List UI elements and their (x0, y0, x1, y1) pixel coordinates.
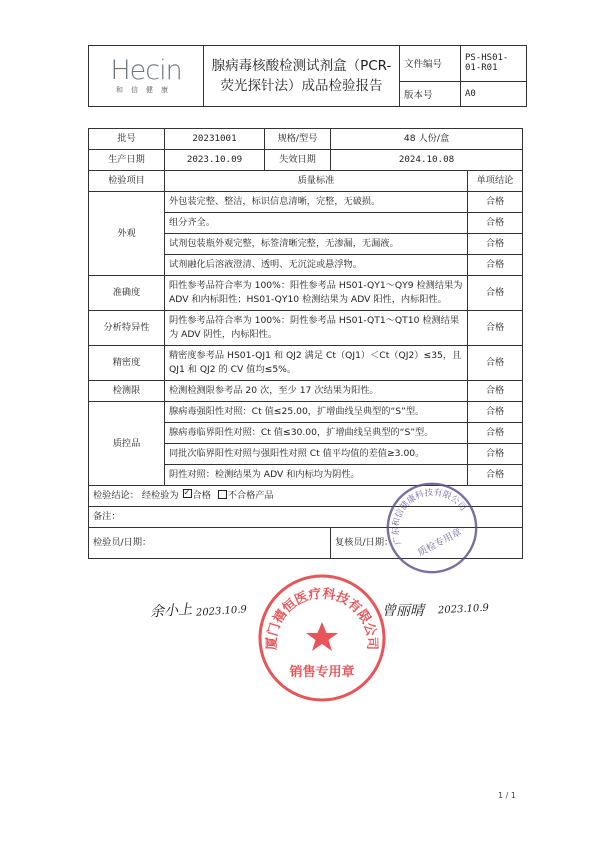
standard-cell: 阴性参考品符合率为 100%：阴性参考品 HS01-QT1～QT10 检测结果为 ADV 阴性，内标阳性。 (165, 311, 468, 346)
standard-cell: 组分齐全。 (165, 213, 468, 234)
standard-cell: 阴性对照：检测结果为 ADV 和内标均为阴性。 (165, 465, 468, 486)
exp-date-label: 失效日期 (265, 150, 331, 171)
category-cell: 准确度 (89, 276, 165, 311)
sales-stamp-company: 厦门禧恒医疗科技有限公司 (264, 586, 380, 651)
report-title: 腺病毒核酸检测试剂盒（PCR-荧光探针法）成品检验报告 (204, 46, 400, 107)
category-cell: 质控品 (89, 402, 165, 486)
quality-stamp-company: 广东和信健康科技有限公司 (391, 487, 468, 546)
batch-value: 20231001 (165, 129, 265, 150)
sales-stamp-label: 销售专用章 (289, 665, 355, 680)
result-cell: 合格 (468, 234, 523, 255)
result-cell: 合格 (468, 444, 523, 465)
result-cell: 合格 (468, 311, 523, 346)
standard-cell: 外包装完整、整洁，标识信息清晰，完整，无破损。 (165, 192, 468, 213)
standard-cell: 腺病毒临界阳性对照：Ct 值≤30.00，扩增曲线呈典型的“S”型。 (165, 423, 468, 444)
prod-date-value: 2023.10.09 (165, 150, 265, 171)
standard-cell: 腺病毒强阳性对照：Ct 值≤25.00，扩增曲线呈典型的“S”型。 (165, 402, 468, 423)
standard-cell: 阳性参考品符合率为 100%：阳性参考品 HS01-QY1～QY9 检测结果为 ADV 和内标阳性；HS01-QY10 检测结果为 ADV 阳性，内标阳性。 (165, 276, 468, 311)
svg-text:厦门禧恒医疗科技有限公司 (264, 586, 380, 650)
sales-seal-stamp (256, 572, 388, 704)
inspector-date: 2023.10.9 (195, 604, 248, 619)
table-row (89, 381, 523, 402)
info-row (89, 150, 523, 171)
standard-cell: 试剂融化后溶液澄清、透明、无沉淀或悬浮物。 (165, 255, 468, 276)
reviewer-date: 2023.10.9 (437, 602, 490, 617)
prod-date-label: 生产日期 (89, 150, 165, 171)
result-cell: 合格 (468, 192, 523, 213)
fail-checkbox[interactable] (218, 490, 227, 499)
reviewer-cell (331, 528, 523, 559)
standard-cell: 试剂包装瓶外观完整，标签清晰完整，无渗漏，无漏液。 (165, 234, 468, 255)
table-row (89, 346, 523, 381)
col-standard: 质量标准 (165, 171, 468, 192)
inspector-label: 检验员/日期： (93, 537, 152, 548)
page-number: 1 / 1 (498, 791, 516, 800)
standard-cell: 同批次临界阳性对照与强阳性对照 Ct 值平均值的差值≥3.00。 (165, 444, 468, 465)
conclusion-prefix: 经检验为 (141, 490, 179, 501)
col-item: 检验项目 (89, 171, 165, 192)
col-result: 单项结论 (468, 171, 523, 192)
conclusion-row (89, 486, 523, 507)
table-row (89, 276, 523, 311)
conclusion-cell (89, 486, 523, 507)
result-cell: 合格 (468, 465, 523, 486)
report-header (88, 45, 527, 107)
result-cell: 合格 (468, 276, 523, 311)
column-header-row (89, 171, 523, 192)
result-cell: 合格 (468, 255, 523, 276)
result-cell: 合格 (468, 423, 523, 444)
pass-option-label: 合格 (192, 490, 211, 501)
signoff-row (89, 528, 523, 559)
inspection-table (88, 128, 523, 559)
doc-no-label: 文件编号 (400, 46, 461, 82)
info-row (89, 129, 523, 150)
standard-cell: 精密度参考品 HS01-QJ1 和 QJ2 满足 Ct（QJ1）＜Ct（QJ2）≤35，且 QJ1 和 QJ2 的 CV 值均≤5%。 (165, 346, 468, 381)
star-icon (306, 622, 338, 651)
category-cell: 分析特异性 (89, 311, 165, 346)
result-cell: 合格 (468, 346, 523, 381)
company-logo (89, 46, 204, 107)
logo-subtitle: 和信健康 (116, 85, 176, 94)
standard-cell: 检测检测限参考品 20 次，至少 17 次结果为阳性。 (165, 381, 468, 402)
spec-label: 规格/型号 (265, 129, 331, 150)
inspector-cell (89, 528, 331, 559)
version-label: 版本号 (400, 81, 461, 106)
quality-stamp-label: 质检专用章 (416, 526, 464, 559)
reviewer-signature: 曾丽晴 (382, 603, 424, 619)
exp-date-value: 2024.10.08 (331, 150, 523, 171)
fail-option-label: 不合格产品 (227, 490, 274, 501)
pass-checkbox[interactable] (183, 489, 192, 498)
logo-wordmark: Hecin (110, 54, 182, 86)
version-value: A0 (461, 81, 527, 106)
result-cell: 合格 (468, 213, 523, 234)
conclusion-label: 检验结论： (93, 490, 139, 501)
reviewer-label: 复核员/日期： (335, 537, 394, 548)
batch-label: 批号 (89, 129, 165, 150)
table-row (89, 402, 523, 423)
category-cell: 外观 (89, 192, 165, 276)
inspector-signature: 余小上 (149, 601, 193, 621)
remark-cell: 备注： (89, 507, 523, 528)
result-cell: 合格 (468, 402, 523, 423)
category-cell: 精密度 (89, 346, 165, 381)
result-cell: 合格 (468, 381, 523, 402)
table-row (89, 192, 523, 213)
doc-no-value: PS-HS01-01-R01 (461, 46, 527, 82)
remark-row (89, 507, 523, 528)
table-row (89, 311, 523, 346)
category-cell: 检测限 (89, 381, 165, 402)
spec-value: 48 人份/盒 (331, 129, 523, 150)
